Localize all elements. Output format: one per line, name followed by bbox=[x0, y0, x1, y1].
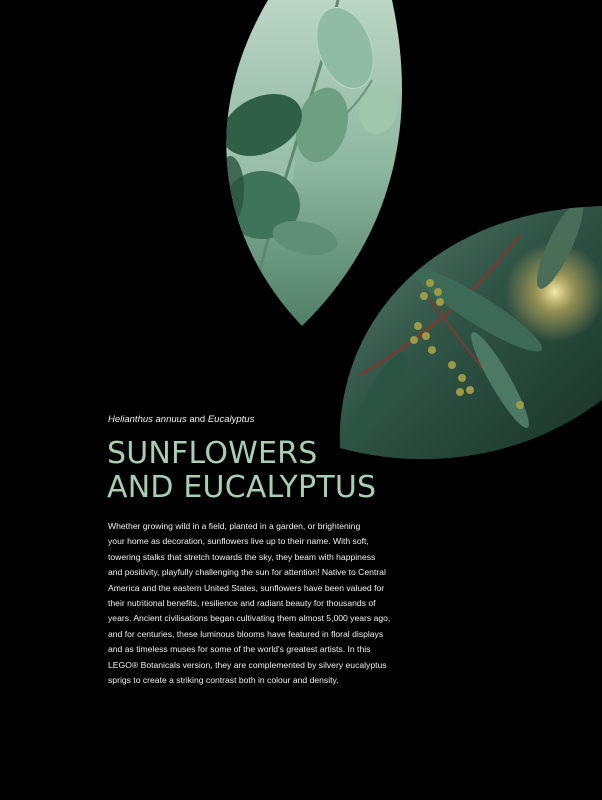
body-line: and for centuries, these luminous blooms have featured in floral displays bbox=[108, 628, 384, 639]
eucalyptus-photo bbox=[200, 0, 430, 330]
page-title bbox=[107, 437, 376, 505]
body-line: and positivity, playfully challenging the sun for attention! Native to Central bbox=[108, 567, 386, 578]
body-line: LEGO® Botanicals version, they are complemented by silvery eucalyptus bbox=[108, 659, 387, 670]
eucalyptus-buds-photo bbox=[330, 196, 602, 470]
subtitle-conjunction: and bbox=[189, 414, 206, 425]
body-line: Whether growing wild in a field, planted in a garden, or brightening bbox=[108, 521, 361, 531]
body-line: their nutritional benefits, resilience and radiant beauty for thousands of bbox=[108, 598, 376, 609]
title-line-1: SUNFLOWERS bbox=[107, 436, 318, 471]
species-2: Eucalyptus bbox=[207, 414, 255, 425]
body-line: and as timeless muses for some of the world's greatest artists. In this bbox=[108, 644, 371, 655]
body-paragraph bbox=[108, 519, 428, 688]
species-subtitle bbox=[108, 414, 254, 425]
body-line: America and the eastern United States, sunflowers have been valued for bbox=[108, 582, 385, 593]
species-1: Helianthus annuus bbox=[108, 414, 187, 425]
body-line: years. Ancient civilisations began cultivating them almost 5,000 years ago, bbox=[108, 613, 391, 624]
body-line: towering stalks that stretch towards the sky, they beam with happiness bbox=[108, 551, 376, 562]
body-line: sprigs to create a striking contrast both in colour and density. bbox=[108, 675, 339, 686]
title-line-2: AND EUCALYPTUS bbox=[107, 470, 377, 505]
body-line: your home as decoration, sunflowers live up to their name. With soft, bbox=[108, 536, 369, 547]
